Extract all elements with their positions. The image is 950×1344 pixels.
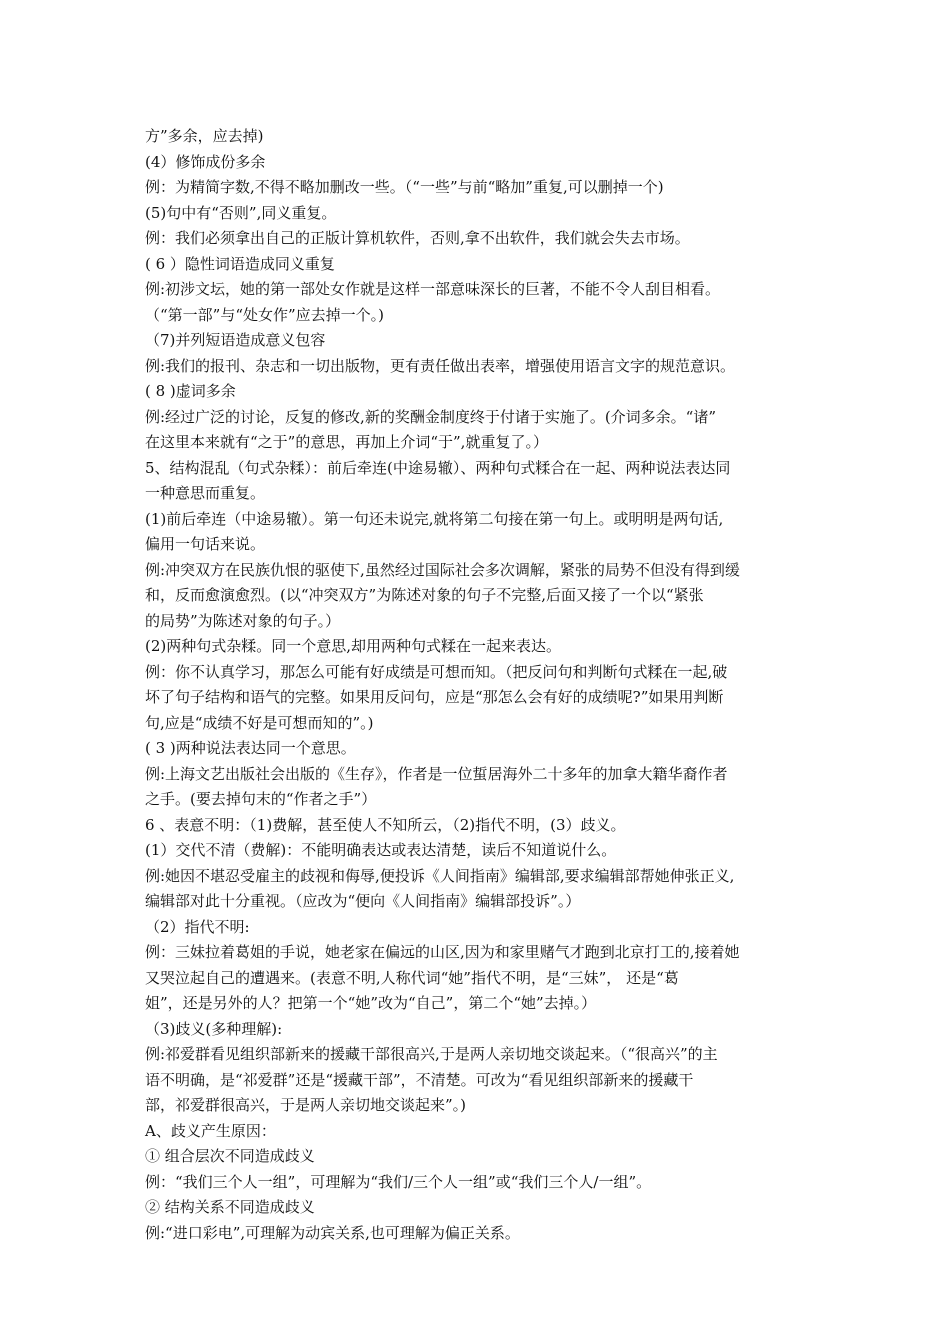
subheading-line: （7)并列短语造成意义包容 (145, 331, 326, 349)
example-line: 例:她因不堪忍受雇主的歧视和侮辱,便投诉《人间指南》编辑部,要求编辑部帮她伸张正义, (145, 866, 735, 885)
example-line: 例:祁爱群看见组织部新来的援藏干部很高兴,于是两人亲切地交谈起来。（“很高兴”的主 (145, 1045, 718, 1063)
text-line: 和，反而愈演愈烈。(以“冲突双方”为陈述对象的句子不完整,后面又接了一个以“紧张 (145, 586, 704, 604)
document-page (145, 124, 810, 1246)
list-item-line: ② 结构关系不同造成歧义 (145, 1198, 315, 1216)
subheading-line: （2）指代不明: (145, 917, 250, 936)
text-line: 句,应是“成绩不好是可想而知的”。) (145, 713, 374, 732)
subheading-line: (2)两种句式杂糅。同一个意思,却用两种句式糅在一起来表达。 (145, 637, 562, 655)
text-line: 方”多余，应去掉) (145, 127, 264, 145)
subheading-line: （3)歧义(多种理解): (145, 1019, 283, 1038)
text-line: 坏了句子结构和语气的完整。如果用反问句，应是“那怎么会有好的成绩呢?”如果用判断 (145, 688, 724, 706)
subheading-line: ( 3 )两种说法表达同一个意思。 (145, 739, 356, 757)
example-line: 例:上海文艺出版社会出版的《生存》，作者是一位蜇居海外二十多年的加拿大籍华裔作者 (145, 764, 728, 783)
text-line: 之手。(要去掉句末的“作者之手”） (145, 790, 377, 808)
text-line: 偏用一句话来说。 (145, 535, 266, 553)
subheading-line: (1）交代不清（费解)：不能明确表达或表达清楚，读后不知道说什么。 (145, 841, 617, 859)
subheading-line: (1)前后牵连（中途易辙）。第一句还未说完,就将第二句接在第一句上。或明明是两句话, (145, 509, 724, 528)
text-line: 的局势”为陈述对象的句子。） (145, 611, 341, 630)
example-line: 例：“我们三个人一组”，可理解为“我们/三个人一组”或“我们三个人/一组”。 (145, 1172, 652, 1191)
example-line: 例:“进口彩电”,可理解为动宾关系,也可理解为偏正关系。 (145, 1223, 520, 1242)
example-line: 例:我们的报刊、杂志和一切出版物，更有责任做出表率，增强使用语言文字的规范意识。 (145, 356, 736, 375)
text-line: 在这里本来就有“之于”的意思，再加上介词“于”,就重复了。） (145, 433, 548, 451)
subheading-line: A、歧义产生原因： (145, 1121, 276, 1140)
subheading-line: ( 6 ）隐性词语造成同义重复 (145, 254, 335, 273)
text-line: 编辑部对此十分重视。（应改为“便向《人间指南》编辑部投诉”。） (145, 892, 581, 910)
text-line: 语不明确，是“祁爱群”还是“援藏干部”，不清楚。可改为“看见组织部新来的援藏干 (145, 1070, 694, 1089)
example-line: 例：我们必须拿出自己的正版计算机软件，否则,拿不出软件，我们就会失去市场。 (145, 229, 690, 247)
subheading-line: (4）修饰成份多余 (145, 152, 266, 171)
example-line: 例:初涉文坛，她的第一部处女作就是这样一部意味深长的巨著，不能不令人刮目相看。 (145, 280, 721, 298)
text-line: 一种意思而重复。 (145, 484, 266, 502)
text-line: 部，祁爱群很高兴，于是两人亲切地交谈起来”。) (145, 1096, 467, 1114)
list-item-line: ① 组合层次不同造成歧义 (145, 1147, 315, 1165)
subheading-line: ( 8 )虚词多余 (145, 382, 236, 400)
text-line: 又哭泣起自己的遭遇来。(表意不明,人称代词“她”指代不明，是“三妹”， 还是“葛 (145, 968, 679, 987)
example-line: 例：三妹拉着葛姐的手说，她老家在偏远的山区,因为和家里赌气才跑到北京打工的,接着她 (145, 943, 740, 961)
example-line: 例：你不认真学习，那怎么可能有好成绩是可想而知。（把反问句和判断句式糅在一起,破 (145, 662, 728, 681)
example-line: 例:经过广泛的讨论，反复的修改,新的奖酬金制度终于付诸于实施了。(介词多余。“诸” (145, 407, 717, 426)
section-heading-line: 5、结构混乱（句式杂糅）：前后牵连(中途易辙）、两种句式糅合在一起、两种说法表达同 (145, 458, 731, 477)
subheading-line: (5)句中有“否则”,同义重复。 (145, 203, 337, 222)
example-line: 例:冲突双方在民族仇恨的驱使下,虽然经过国际社会多次调解，紧张的局势不但没有得到缓 (145, 560, 740, 579)
section-heading-line: 6 、表意不明：（1)费解，甚至使人不知所云，（2)指代不明，(3）歧义。 (145, 815, 626, 834)
example-line: 例：为精简字数,不得不略加删改一些。（“一些”与前“略加”重复,可以删掉一个) (145, 178, 664, 196)
text-line: 姐”，还是另外的人？把第一个“她”改为“自己”，第二个“她”去掉。） (145, 994, 597, 1012)
text-line: （“第一部”与“处女作”应去掉一个。) (145, 305, 385, 324)
